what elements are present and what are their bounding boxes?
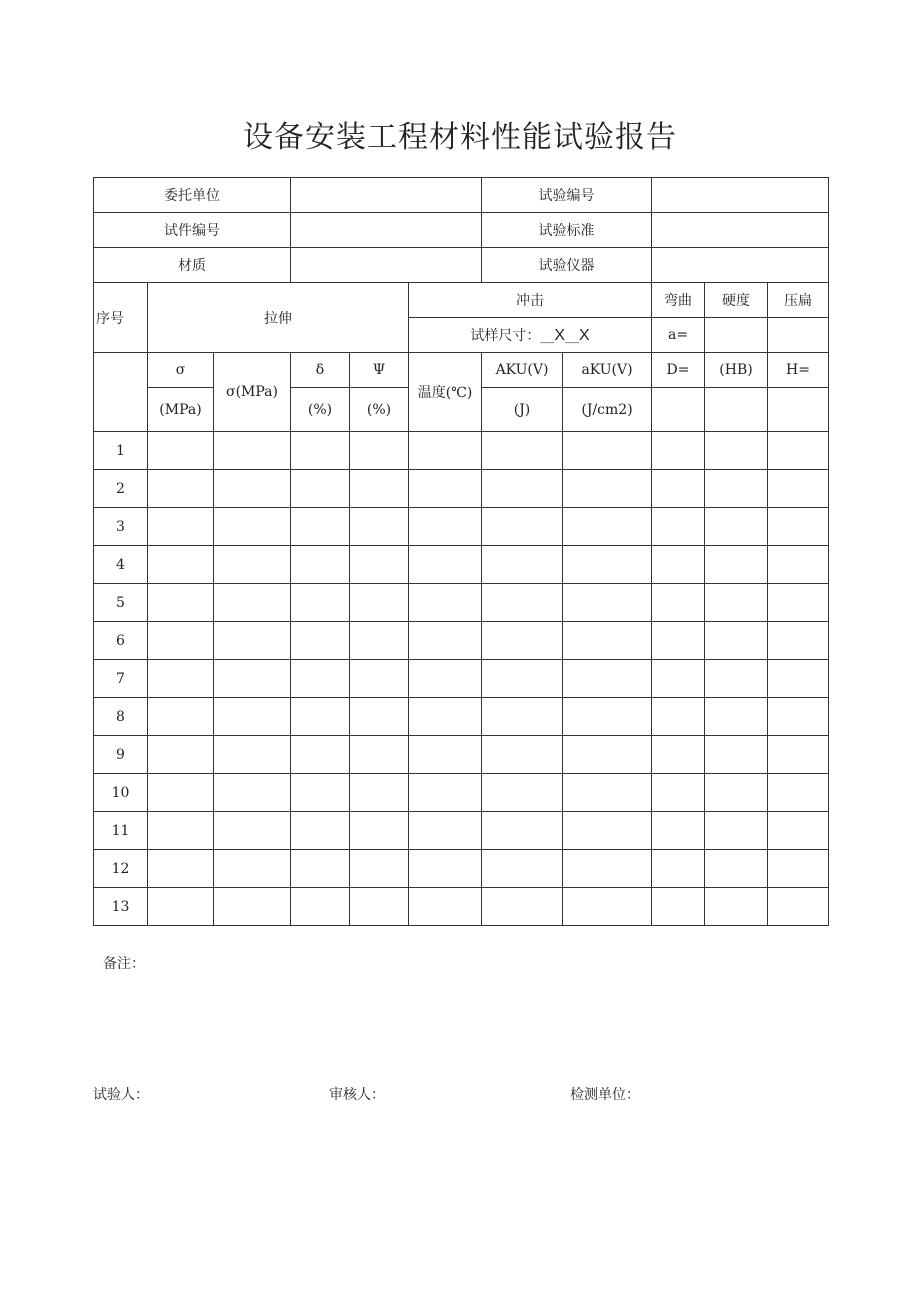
sample-size-blank-1: __: [540, 328, 555, 344]
data-cell[interactable]: [214, 850, 291, 888]
data-cell[interactable]: [409, 508, 482, 546]
data-cell[interactable]: [768, 698, 829, 736]
data-cell[interactable]: [482, 736, 563, 774]
row-number: 8: [94, 698, 148, 736]
table-row: [94, 888, 829, 926]
data-cell[interactable]: [563, 546, 652, 584]
bending-header: 弯曲: [652, 283, 705, 318]
table-row: [94, 774, 829, 812]
data-cell[interactable]: [409, 850, 482, 888]
remark-label: 备注：: [103, 956, 145, 972]
report-title: 设备安装工程材料性能试验报告: [243, 120, 677, 155]
data-cell[interactable]: [705, 508, 768, 546]
data-cell[interactable]: [350, 660, 409, 698]
data-cell[interactable]: [705, 698, 768, 736]
specimen-no-value[interactable]: [291, 213, 482, 248]
data-cell[interactable]: [652, 508, 705, 546]
sigma-mpa-header: σ(MPa): [214, 353, 291, 432]
data-cell[interactable]: [705, 812, 768, 850]
row-number: 9: [94, 736, 148, 774]
material-value[interactable]: [291, 248, 482, 283]
delta-unit: (%): [291, 388, 350, 432]
data-cell[interactable]: [652, 470, 705, 508]
table-row: [94, 584, 829, 622]
data-cell[interactable]: [409, 432, 482, 470]
data-cell[interactable]: [148, 850, 214, 888]
data-cell[interactable]: [350, 584, 409, 622]
data-cell[interactable]: [652, 888, 705, 926]
report-table: [93, 177, 829, 926]
data-cell[interactable]: [563, 508, 652, 546]
sample-size-blank-2: __: [565, 328, 579, 344]
row-number: 13: [94, 888, 148, 926]
flat-blank[interactable]: [768, 388, 829, 432]
data-cell[interactable]: [214, 508, 291, 546]
data-cell[interactable]: [482, 850, 563, 888]
data-cell[interactable]: [409, 660, 482, 698]
data-cell[interactable]: [768, 432, 829, 470]
data-cell[interactable]: [350, 546, 409, 584]
lab-label: 检测单位：: [570, 1087, 640, 1103]
data-cell[interactable]: [409, 774, 482, 812]
data-cell[interactable]: [291, 470, 350, 508]
data-cell[interactable]: [291, 774, 350, 812]
row-number: 5: [94, 584, 148, 622]
data-cell[interactable]: [409, 888, 482, 926]
data-cell[interactable]: [214, 660, 291, 698]
standard-label: 试验标准: [482, 213, 652, 248]
reviewer-label: 审核人：: [329, 1087, 385, 1103]
data-cell[interactable]: [482, 432, 563, 470]
data-cell[interactable]: [409, 470, 482, 508]
data-cell[interactable]: [214, 622, 291, 660]
row-number: 1: [94, 432, 148, 470]
standard-value[interactable]: [652, 213, 829, 248]
data-cell[interactable]: [482, 888, 563, 926]
data-cell[interactable]: [652, 812, 705, 850]
tester-label: 试验人：: [93, 1087, 149, 1103]
data-cell[interactable]: [214, 432, 291, 470]
data-cell[interactable]: [705, 660, 768, 698]
data-cell[interactable]: [291, 698, 350, 736]
row-number: 11: [94, 812, 148, 850]
data-cell[interactable]: [652, 546, 705, 584]
data-cell[interactable]: [482, 546, 563, 584]
row-number: 3: [94, 508, 148, 546]
row-number: 10: [94, 774, 148, 812]
data-cell[interactable]: [291, 622, 350, 660]
data-cell[interactable]: [652, 774, 705, 812]
data-cell[interactable]: [291, 546, 350, 584]
data-cell[interactable]: [563, 812, 652, 850]
data-cell[interactable]: [482, 774, 563, 812]
data-cell[interactable]: [350, 774, 409, 812]
bend-blank[interactable]: [652, 388, 705, 432]
data-cell[interactable]: [291, 508, 350, 546]
data-cell[interactable]: [563, 774, 652, 812]
data-cell[interactable]: [214, 584, 291, 622]
data-cell[interactable]: [214, 470, 291, 508]
header-row-1: [94, 283, 829, 318]
data-cell[interactable]: [705, 470, 768, 508]
data-cell[interactable]: [768, 774, 829, 812]
sample-size-x-1: X: [554, 327, 565, 344]
data-cell[interactable]: [705, 432, 768, 470]
data-cell[interactable]: [652, 660, 705, 698]
sigma-header: σ: [148, 353, 214, 388]
data-cell[interactable]: [768, 850, 829, 888]
table-row: [94, 508, 829, 546]
specimen-no-label: 试件编号: [94, 213, 291, 248]
table-row: [94, 432, 829, 470]
sigma-unit: (MPa): [148, 388, 214, 432]
data-cell[interactable]: [768, 546, 829, 584]
data-cell[interactable]: [563, 850, 652, 888]
bend-a-label: a=: [652, 318, 705, 353]
hardness-blank[interactable]: [705, 318, 768, 353]
data-cell[interactable]: [148, 432, 214, 470]
data-cell[interactable]: [148, 774, 214, 812]
data-cell[interactable]: [148, 622, 214, 660]
data-cell[interactable]: [291, 812, 350, 850]
data-cell[interactable]: [705, 736, 768, 774]
data-cell[interactable]: [482, 660, 563, 698]
data-cell[interactable]: [148, 888, 214, 926]
seq-header: 序号: [94, 283, 148, 353]
temperature-header: 温度(℃): [409, 353, 482, 432]
data-cell[interactable]: [148, 546, 214, 584]
data-cell[interactable]: [705, 622, 768, 660]
data-cell[interactable]: [652, 622, 705, 660]
aku-lower-header: aKU(V): [563, 353, 652, 388]
data-cell[interactable]: [482, 508, 563, 546]
data-cell[interactable]: [768, 888, 829, 926]
data-cell[interactable]: [214, 812, 291, 850]
data-cell[interactable]: [148, 736, 214, 774]
hardness-header: 硬度: [705, 283, 768, 318]
flattening-header: 压扁: [768, 283, 829, 318]
data-cell[interactable]: [563, 432, 652, 470]
data-cell[interactable]: [214, 546, 291, 584]
data-cell[interactable]: [482, 812, 563, 850]
data-cell[interactable]: [652, 850, 705, 888]
client-label: 委托单位: [94, 178, 291, 213]
seq-blank: [94, 353, 148, 432]
data-cell[interactable]: [705, 546, 768, 584]
data-cell[interactable]: [482, 622, 563, 660]
table-row: [94, 850, 829, 888]
data-cell[interactable]: [350, 812, 409, 850]
data-cell[interactable]: [291, 432, 350, 470]
flattening-blank[interactable]: [768, 318, 829, 353]
data-cell[interactable]: [768, 812, 829, 850]
data-cell[interactable]: [482, 698, 563, 736]
data-cell[interactable]: [350, 850, 409, 888]
table-row: [94, 546, 829, 584]
row-number: 7: [94, 660, 148, 698]
table-row: [94, 812, 829, 850]
data-cell[interactable]: [768, 470, 829, 508]
data-cell[interactable]: [409, 584, 482, 622]
table-row: [94, 660, 829, 698]
data-cell[interactable]: [652, 736, 705, 774]
data-cell[interactable]: [482, 584, 563, 622]
data-cell[interactable]: [214, 888, 291, 926]
bend-d-label: D=: [652, 353, 705, 388]
hb-label: (HB): [705, 353, 768, 388]
data-cell[interactable]: [409, 622, 482, 660]
info-row-client: [94, 178, 829, 213]
data-cell[interactable]: [350, 622, 409, 660]
data-cell[interactable]: [148, 698, 214, 736]
data-cell[interactable]: [705, 850, 768, 888]
info-row-material: [94, 248, 829, 283]
data-cell[interactable]: [350, 470, 409, 508]
sample-size-label: 试样尺寸：: [470, 328, 541, 344]
data-cell[interactable]: [350, 736, 409, 774]
data-cell[interactable]: [705, 774, 768, 812]
data-cell[interactable]: [705, 584, 768, 622]
data-cell[interactable]: [350, 432, 409, 470]
data-cell[interactable]: [563, 470, 652, 508]
data-cell[interactable]: [768, 660, 829, 698]
aku-v-header: AKU(V): [482, 353, 563, 388]
row-number: 12: [94, 850, 148, 888]
data-cell[interactable]: [350, 698, 409, 736]
delta-header: δ: [291, 353, 350, 388]
data-cell[interactable]: [563, 698, 652, 736]
psi-header: Ψ: [350, 353, 409, 388]
data-cell[interactable]: [409, 812, 482, 850]
flat-h-label: H=: [768, 353, 829, 388]
data-cell[interactable]: [768, 736, 829, 774]
data-cell[interactable]: [214, 736, 291, 774]
data-cell[interactable]: [148, 470, 214, 508]
row-number: 6: [94, 622, 148, 660]
data-cell[interactable]: [409, 546, 482, 584]
client-value[interactable]: [291, 178, 482, 213]
data-cell[interactable]: [563, 584, 652, 622]
table-row: [94, 470, 829, 508]
material-label: 材质: [94, 248, 291, 283]
data-rows: [94, 432, 829, 926]
table-row: [94, 698, 829, 736]
data-cell[interactable]: [652, 698, 705, 736]
row-number: 4: [94, 546, 148, 584]
data-cell[interactable]: [350, 888, 409, 926]
table-row: [94, 622, 829, 660]
impact-header: 冲击: [409, 283, 652, 318]
data-cell[interactable]: [291, 660, 350, 698]
data-cell[interactable]: [214, 774, 291, 812]
data-cell[interactable]: [563, 736, 652, 774]
data-cell[interactable]: [214, 698, 291, 736]
data-cell[interactable]: [482, 470, 563, 508]
instrument-value[interactable]: [652, 248, 829, 283]
tensile-header: 拉伸: [148, 283, 409, 353]
data-cell[interactable]: [705, 888, 768, 926]
data-cell[interactable]: [563, 622, 652, 660]
data-cell[interactable]: [291, 850, 350, 888]
psi-unit: (%): [350, 388, 409, 432]
data-cell[interactable]: [563, 888, 652, 926]
data-cell[interactable]: [291, 736, 350, 774]
header-row-3: [94, 353, 829, 388]
sample-size-x-2: X: [579, 327, 590, 344]
data-cell[interactable]: [768, 584, 829, 622]
info-row-specimen: [94, 213, 829, 248]
hb-blank[interactable]: [705, 388, 768, 432]
data-cell[interactable]: [350, 508, 409, 546]
data-cell[interactable]: [768, 622, 829, 660]
data-cell[interactable]: [148, 812, 214, 850]
data-cell[interactable]: [148, 508, 214, 546]
data-cell[interactable]: [409, 698, 482, 736]
data-cell[interactable]: [409, 736, 482, 774]
data-cell[interactable]: [652, 584, 705, 622]
instrument-label: 试验仪器: [482, 248, 652, 283]
data-cell[interactable]: [148, 660, 214, 698]
data-cell[interactable]: [563, 660, 652, 698]
row-number: 2: [94, 470, 148, 508]
test-no-label: 试验编号: [482, 178, 652, 213]
aku-lower-unit: (J/cm2): [563, 388, 652, 432]
table-row: [94, 736, 829, 774]
data-cell[interactable]: [652, 432, 705, 470]
data-cell[interactable]: [291, 888, 350, 926]
test-no-value[interactable]: [652, 178, 829, 213]
data-cell[interactable]: [291, 584, 350, 622]
data-cell[interactable]: [148, 584, 214, 622]
sample-size-cell: [409, 318, 652, 353]
aku-v-unit: (J): [482, 388, 563, 432]
data-cell[interactable]: [768, 508, 829, 546]
